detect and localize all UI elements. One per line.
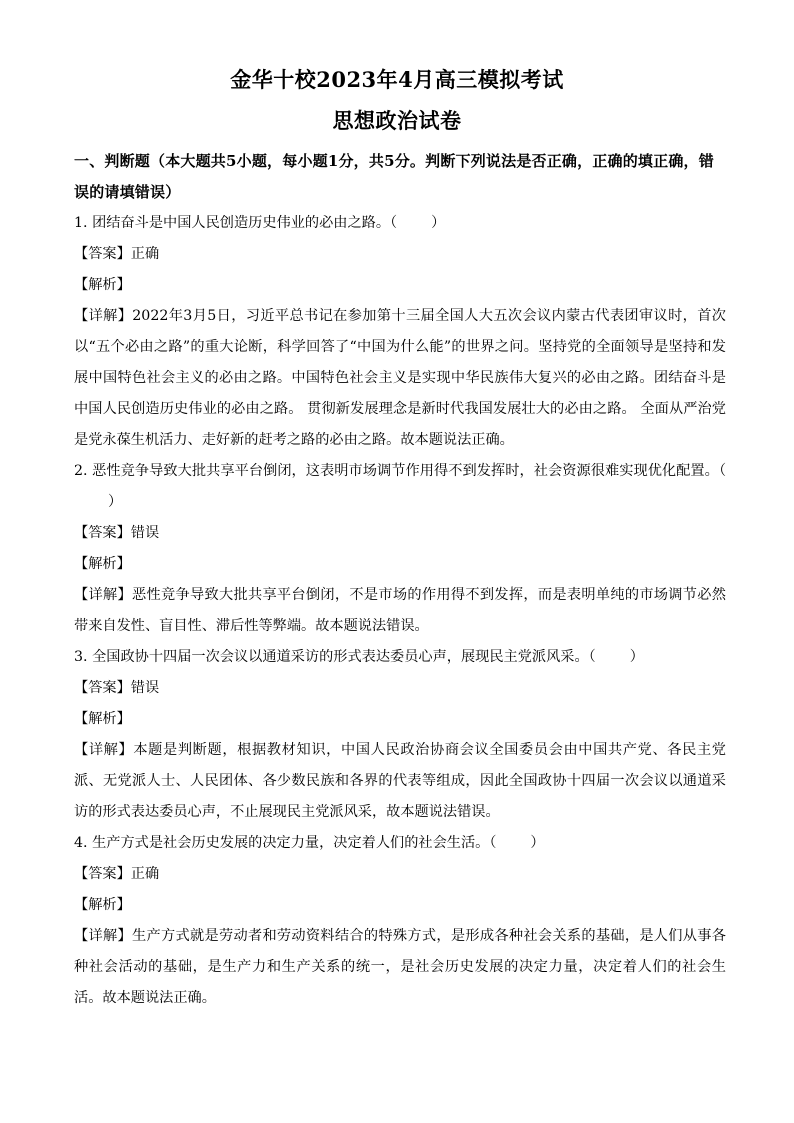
detail-paragraph	[74, 921, 726, 1014]
question-stem	[74, 456, 726, 518]
detail-label: 【详解】	[74, 587, 132, 603]
question-stem	[74, 642, 726, 673]
question-text: 生产方式是社会历史发展的决定力量，决定着人们的社会生活。（	[92, 835, 497, 851]
analysis-label: 【解析】	[74, 277, 131, 293]
detail-text: 恶性竞争导致大批共享平台倒闭，不是市场的作用得不到发挥，而是表明单纯的市场调节必然带来自发性、盲目性、滞后性等弊端。故本题说法错误。	[74, 587, 726, 634]
question-number: 1.	[74, 215, 88, 231]
question-block	[74, 828, 726, 1014]
question-text: 恶性竞争导致大批共享平台倒闭，这表明市场调节作用得不到发挥时，社会资源很难实现优化配置。（	[92, 463, 727, 479]
document-body	[74, 146, 726, 1014]
exam-subtitle: 思想政治试卷	[332, 108, 462, 133]
answer-value: 正确	[130, 866, 160, 882]
answer-label: 【答案】	[74, 525, 131, 541]
question-number: 4.	[74, 835, 88, 851]
question-number: 3.	[74, 649, 88, 665]
exam-title: 金华十校2023年4月高三模拟考试	[230, 67, 564, 92]
answer-line	[74, 518, 726, 549]
detail-text: 本题是判断题，根据教材知识，中国人民政治协商会议全国委员会由中国共产党、各民主党派、无党派人士、人民团体、各少数民族和各界的代表等组成，因此全国政协十四届一次会议以通道采访的形式表达委员心声，不止展现民主党派风采，故本题说法错误。	[74, 742, 726, 820]
answer-line	[74, 239, 726, 270]
question-text: 团结奋斗是中国人民创造历史伟业的必由之路。（	[92, 215, 398, 231]
analysis-label: 【解析】	[74, 897, 131, 913]
question-block	[74, 456, 726, 642]
answer-label: 【答案】	[74, 246, 131, 262]
detail-text: 2022年3月5日，习近平总书记在参加第十三届全国人大五次会议内蒙古代表团审议时，首次以“五个必由之路”的重大论断，科学回答了“中国为什么能”的世界之问。坚持党的全面领导是坚持和发展中国特色社会主义的必由之路。中国特色社会主义是实现中华民族伟大复兴的必由之路。团结奋斗是中国人民创造历史伟业的必由之路。 贯彻新发展理念是新时代我国发展壮大的必由之路。 全面从严治党是党永葆生机活力、走好新的赶考之路的必由之路。故本题说法正确。	[74, 308, 726, 448]
detail-label: 【详解】	[74, 928, 132, 944]
detail-text: 生产方式就是劳动者和劳动资料结合的特殊方式，是形成各种社会关系的基础，是人们从事各种社会活动的基础，是生产力和生产关系的统一，是社会历史发展的决定力量，决定着人们的社会生活。故本题说法正确。	[74, 928, 726, 1006]
question-bracket-close: ）	[431, 215, 446, 231]
answer-line	[74, 673, 726, 704]
question-stem	[74, 828, 726, 859]
detail-paragraph	[74, 580, 726, 642]
answer-value: 正确	[130, 246, 160, 262]
question-bracket-close: ）	[530, 835, 545, 851]
detail-paragraph	[74, 301, 726, 456]
question-number: 2.	[74, 463, 88, 479]
section-heading: 一、判断题（本大题共5小题，每小题1分，共5分。判断下列说法是否正确，正确的填正确，错误的请填错误）	[74, 152, 714, 201]
answer-value: 错误	[130, 680, 160, 696]
answer-label: 【答案】	[74, 680, 131, 696]
answer-line	[74, 859, 726, 890]
question-block	[74, 208, 726, 456]
detail-label: 【详解】	[74, 308, 133, 324]
detail-label: 【详解】	[74, 742, 134, 758]
answer-label: 【答案】	[74, 866, 131, 882]
question-stem	[74, 208, 726, 239]
analysis-label: 【解析】	[74, 711, 131, 727]
question-block	[74, 642, 726, 828]
question-bracket-close: ）	[629, 649, 644, 665]
detail-paragraph	[74, 735, 726, 828]
question-bracket-close: ）	[108, 494, 123, 510]
answer-value: 错误	[130, 525, 160, 541]
analysis-label: 【解析】	[74, 556, 131, 572]
question-text: 全国政协十四届一次会议以通道采访的形式表达委员心声，展现民主党派风采。（	[92, 649, 596, 665]
